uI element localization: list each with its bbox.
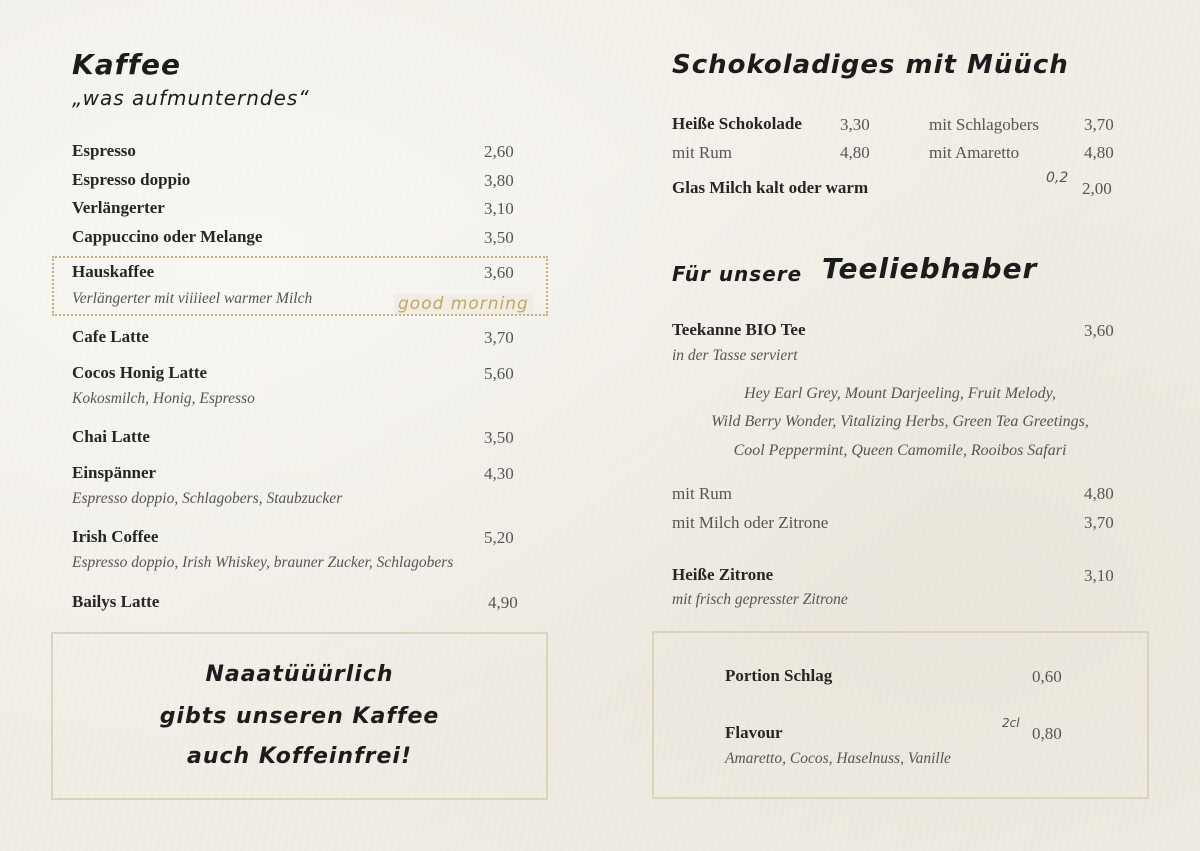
- menu-item-price: 4,80: [1084, 484, 1114, 503]
- menu-item-price: 2,60: [484, 142, 514, 161]
- menu-item-name: mit Amaretto: [929, 143, 1020, 162]
- menu-item-price: 0,60: [1032, 667, 1062, 686]
- menu-item-price: 3,50: [484, 428, 514, 447]
- menu-item-price: 3,10: [484, 199, 514, 218]
- menu-item-price: 4,90: [488, 593, 518, 612]
- menu-item-price: 3,70: [1084, 115, 1114, 134]
- menu-item-name: Chai Latte: [72, 427, 150, 446]
- menu-item-name: mit Rum: [672, 143, 732, 162]
- menu-item-price: 3,30: [840, 115, 870, 134]
- decaf-note-line: auch Koffeinfrei!: [186, 744, 412, 769]
- menu-item-name: Espresso doppio: [72, 170, 191, 189]
- menu-item-price: 3,60: [1084, 321, 1114, 340]
- menu-item-name: Flavour: [725, 723, 783, 742]
- extras-box: [652, 631, 1149, 799]
- menu-item-name: Espresso: [72, 141, 136, 160]
- menu-item-price: 2,00: [1082, 179, 1112, 198]
- menu-item-price: 5,20: [484, 528, 514, 547]
- menu-item-price: 4,80: [840, 143, 870, 162]
- menu-item-price: 0,80: [1032, 724, 1062, 743]
- tea-varieties-line: Hey Earl Grey, Mount Darjeeling, Fruit Melody,: [744, 385, 1056, 402]
- menu-item-name: Verlängerter: [72, 198, 165, 217]
- menu-item-name: Heiße Zitrone: [672, 565, 774, 584]
- menu-item-description: Kokosmilch, Honig, Espresso: [72, 390, 255, 407]
- menu-item-price: 3,80: [484, 171, 514, 190]
- menu-item-name: Bailys Latte: [72, 592, 160, 611]
- menu-item-description: Espresso doppio, Schlagobers, Staubzucker: [72, 490, 343, 507]
- menu-item-name: Glas Milch kalt oder warm: [672, 178, 869, 197]
- menu-item-price: 4,30: [484, 464, 514, 483]
- chocolate-title: Schokoladiges mit Müüch: [672, 50, 1069, 80]
- menu-item-price: 3,70: [1084, 513, 1114, 532]
- menu-item-price: 3,50: [484, 228, 514, 247]
- menu-item-name: mit Milch oder Zitrone: [672, 513, 829, 532]
- menu-item-description: Amaretto, Cocos, Haselnuss, Vanille: [725, 750, 951, 767]
- good-morning-note: good morning: [394, 294, 533, 314]
- tea-title-large: Teeliebhaber: [822, 252, 1038, 285]
- menu-item-name: Hauskaffee: [72, 262, 155, 281]
- decaf-note-line: Naaatüüürlich: [205, 662, 394, 687]
- menu-item-name: Cocos Honig Latte: [72, 363, 208, 382]
- menu-item-name: Teekanne BIO Tee: [672, 320, 806, 339]
- menu-item-price: 5,60: [484, 364, 514, 383]
- menu-item-description: Espresso doppio, Irish Whiskey, brauner Zucker, Schlagobers: [72, 554, 454, 571]
- menu-item-name: Cafe Latte: [72, 327, 149, 346]
- menu-item-description: Verlängerter mit viiiieel warmer Milch: [72, 290, 313, 307]
- menu-item-price: 3,10: [1084, 566, 1114, 585]
- menu-item-name: Einspänner: [72, 463, 157, 482]
- menu-item-name: Portion Schlag: [725, 666, 833, 685]
- menu-item-description: in der Tasse serviert: [672, 347, 798, 364]
- menu-item-name: Heiße Schokolade: [672, 114, 802, 133]
- menu-item-name: Cappuccino oder Melange: [72, 227, 263, 246]
- drinks-page: [600, 0, 1200, 851]
- menu-item-name: mit Schlagobers: [929, 115, 1040, 134]
- tea-varieties-line: Wild Berry Wonder, Vitalizing Herbs, Green Tea Greetings,: [711, 413, 1089, 430]
- size-note: 0,2: [1046, 170, 1069, 186]
- menu-item-description: mit frisch gepresster Zitrone: [672, 591, 848, 608]
- menu-item-price: 3,70: [484, 328, 514, 347]
- coffee-subtitle: „was aufmunterndes“: [72, 86, 310, 110]
- tea-title-small: Für unsere: [672, 262, 803, 286]
- decaf-note-line: gibts unseren Kaffee: [159, 704, 440, 729]
- menu-item-name: mit Rum: [672, 484, 732, 503]
- menu-item-name: Irish Coffee: [72, 527, 159, 546]
- menu-item-price: 3,60: [484, 263, 514, 282]
- tea-varieties-line: Cool Peppermint, Queen Camomile, Rooibos Safari: [733, 442, 1067, 459]
- size-note: 2cl: [1002, 716, 1020, 730]
- coffee-title: Kaffee: [72, 48, 181, 81]
- menu-item-price: 4,80: [1084, 143, 1114, 162]
- decaf-note-box: [51, 632, 548, 800]
